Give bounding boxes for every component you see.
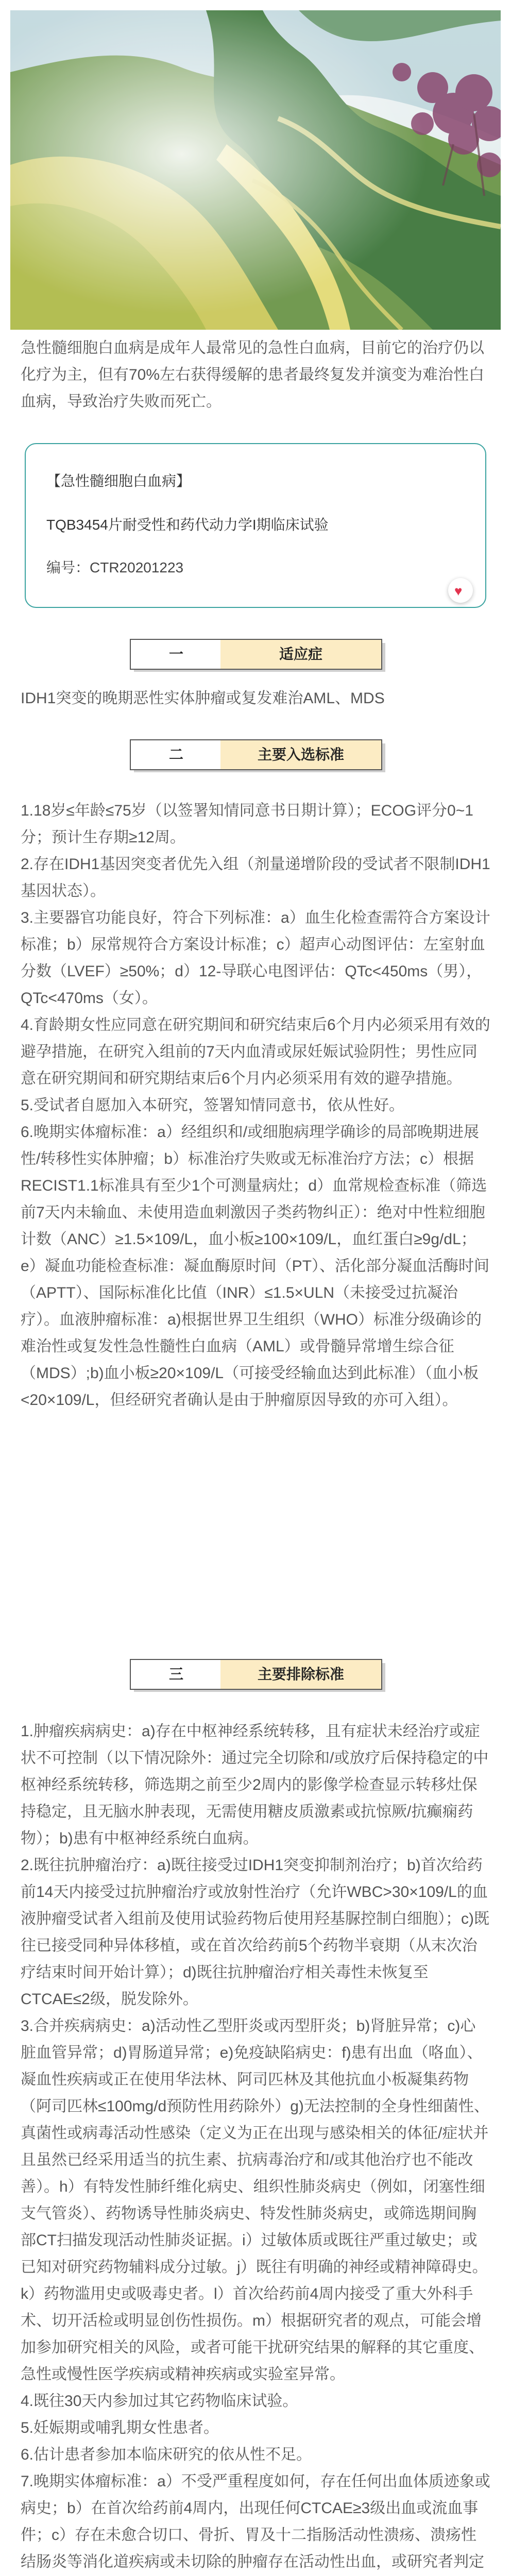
inclusion-item: 6.晚期实体瘤标准：a）经组织和/或细胞病理学确诊的局部晚期进展性/转移性实体肿瘤；b）标准治疗失败或无标准治疗方法；c）根据RECIST1.1标准具有至少1个可测量病灶；d）血常规检查标准（筛选前7天内未输血、未使用造血刺激因子类药物纠正）：绝对中性粒细胞计数（ANC）≥1.5×109/L，血小板≥100×109/L，血红蛋白≥9g/dL；e）凝血功能检查标准：凝血酶原时间（PT）、活化部分凝血活酶时间（APTT）、国际标准化比值（INR）≤1.5×ULN（未接受过抗凝治疗）。血液肿瘤标准：a)根据世界卫生组织（WHO）标准分级确诊的难治性或复发性急性髓性白血病（AML）或骨髓异常增生综合征（MDS）;b)血小板≥20×109/L（可接受经输血达到此标准）（血小板<20×109/L，但经研究者确认是由于肿瘤原因导致的亦可入组）。 — [21, 1124, 490, 1409]
section-number: 二 — [130, 739, 223, 770]
trial-title: TQB3454片耐受性和药代动力学I期临床试验 — [46, 517, 329, 533]
exclusion-item: 4.既往30天内参加过其它药物临床试验。 — [21, 2393, 298, 2410]
exclusion-item: 6.估计患者参加本临床研究的依从性不足。 — [21, 2446, 312, 2463]
exclusion-item: 2.既往抗肿瘤治疗：a)既往接受过IDH1突变抑制剂治疗；b)首次给药前14天内接受过抗肿瘤治疗或放射性治疗（允许WBC>30×109/L的血液肿瘤受试者入组前及使用试验药物后使用羟基脲控制白细胞）；c)既往已接受同种异体移植，或在首次给药前5个药物半衰期（从末次治疗结束时间开始计算）；d)既往抗肿瘤治疗相关毒性未恢复至CTCAE≤2级，脱发除外。 — [21, 1857, 489, 2008]
section-title: 主要入选标准 — [220, 739, 382, 770]
section-title: 适应症 — [220, 639, 382, 670]
favorite-button[interactable] — [448, 578, 473, 603]
section-number: 三 — [130, 1659, 223, 1690]
section-header-inclusion — [130, 739, 381, 770]
indication-text: IDH1突变的晚期恶性实体肿瘤或复发难治AML、MDS — [21, 690, 385, 707]
trial-disease-tag: 【急性髓细胞白血病】 — [46, 473, 191, 489]
inclusion-item: 5.受试者自愿加入本研究，签署知情同意书，依从性好。 — [21, 1097, 405, 1114]
terrace-landscape-photo — [10, 10, 501, 330]
inclusion-item: 1.18岁≤年龄≤75岁（以签署知情同意书日期计算）；ECOG评分0~1分；预计生存期≥12周。 — [21, 802, 473, 846]
trial-id: 编号：CTR20201223 — [46, 560, 184, 575]
exclusion-item: 5.妊娠期或哺乳期女性患者。 — [21, 2419, 219, 2436]
inclusion-item: 4.育龄期女性应同意在研究期间和研究结束后6个月内必须采用有效的避孕措施，在研究入组前的7天内血清或尿妊娠试验阴性；男性应同意在研究期间和研究期结束后6个月内必须采用有效的避孕措施。 — [21, 1016, 490, 1087]
hero-image — [10, 10, 501, 330]
exclusion-item: 3.合并疾病病史：a)活动性乙型肝炎或丙型肝炎；b)肾脏异常；c)心脏血管异常；d)胃肠道异常；e)免疫缺陷病史：f)患有出血（咯血）、凝血性疾病或正在使用华法林、阿司匹林及其他抗血小板凝集药物（阿司匹林≤100mg/d预防性用药除外）g)无法控制的全身性细菌性、真菌性或病毒活动性感染（定义为正在出现与感染相关的体征/症状并且虽然已经采用适当的抗生素、抗病毒治疗和/或其他治疗也不能改善）。h）有特发性肺纤维化病史、组织性肺炎病史（例如，闭塞性细支气管炎）、药物诱导性肺炎病史、特发性肺炎病史，或筛选期间胸部CT扫描发现活动性肺炎证据。i）过敏体质或既往严重过敏史；或已知对研究药物辅料成分过敏。j）既往有明确的神经或精神障碍史。k）药物滥用史或吸毒史者。l）首次给药前4周内接受了重大外科手术、切开活检或明显创伤性损伤。m）根据研究者的观点，可能会增加参加研究相关的风险，或者可能干扰研究结果的解释的其它重度、急性或慢性医学疾病或精神疾病或实验室异常。 — [21, 2018, 489, 2383]
intro-paragraph: 急性髓细胞白血病是成年人最常见的急性白血病，目前它的治疗仍以化疗为主，但有70%左右获得缓解的患者最终复发并演变为难治性白血病，导致治疗失败而死亡。 — [21, 340, 485, 410]
section-title: 主要排除标准 — [220, 1659, 382, 1690]
section-header-exclusion — [130, 1659, 381, 1690]
inclusion-item: 3.主要器官功能良好，符合下列标准：a）血生化检查需符合方案设计标准；b）尿常规符合方案设计标准；c）超声心动图评估：左室射血分数（LVEF）≥50%；d）12-导联心电图评估：QTc<450ms（男），QTc<470ms（女）。 — [21, 909, 490, 1007]
exclusion-item: 1.肿瘤疾病病史：a)存在中枢神经系统转移，且有症状未经治疗或症状不可控制（以下情况除外：通过完全切除和/或放疗后保持稳定的中枢神经系统转移，筛选期之前至少2周内的影像学检查显示转移灶保持稳定，且无脑水肿表现，无需使用糖皮质激素或抗惊厥/抗癫痫药物）；b)患有中枢神经系统白血病。 — [21, 1723, 489, 1847]
heart-icon: ♥ — [454, 583, 463, 599]
section-header-indication — [130, 639, 381, 670]
inclusion-criteria — [21, 798, 490, 1414]
exclusion-criteria — [21, 1718, 490, 2576]
inclusion-item: 2.存在IDH1基因突变者优先入组（剂量递增阶段的受试者不限制IDH1基因状态）。 — [21, 856, 490, 900]
trial-card[interactable] — [25, 443, 486, 608]
exclusion-item: 7.晚期实体瘤标准：a）不受严重程度如何，存在任何出血体质迹象或病史；b）在首次给药前4周内，出现任何CTCAE≥3级出血或流血事件；c）存在未愈合切口、骨折、胃及十二指肠活动性溃疡、溃疡性结肠炎等消化道疾病或未切除的肿瘤存在活动性出血，或研究者判定 — [21, 2473, 490, 2570]
section-number: 一 — [130, 639, 223, 670]
